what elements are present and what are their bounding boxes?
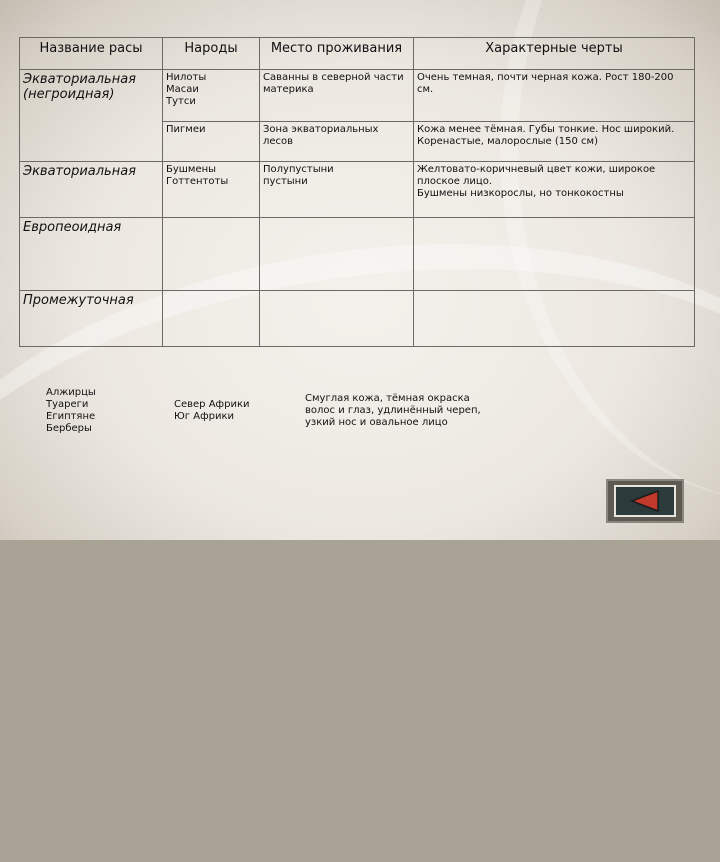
race-name: Европеоидная <box>23 220 122 235</box>
table-row <box>20 162 695 218</box>
races-table <box>19 37 695 347</box>
extra-place: Север Африки Юг Африки <box>174 399 250 422</box>
place-cell: Полупустыни пустыни <box>260 162 414 218</box>
traits-cell: Очень темная, почти черная кожа. Рост 180-200 см. <box>414 70 695 122</box>
place-cell: Саванны в северной части материка <box>260 70 414 122</box>
back-button[interactable] <box>606 479 684 523</box>
extra-traits: Смуглая кожа, тёмная окраска волос и глаз, удлинённый череп, узкий нос и овальное лицо <box>305 393 481 428</box>
peoples-cell: Бушмены Готтентоты <box>163 162 260 218</box>
table-row <box>20 70 695 122</box>
peoples-cell <box>163 218 260 291</box>
peoples-cell: Нилоты Масаи Тутси <box>163 70 260 122</box>
place-cell <box>260 291 414 347</box>
race-name: Экваториальная (негроидная) <box>23 72 137 102</box>
table-header-row <box>20 38 695 70</box>
extra-peoples: Алжирцы Туареги Египтяне Берберы <box>46 387 96 434</box>
header-traits: Характерные черты <box>414 38 695 70</box>
traits-cell: Желтовато-коричневый цвет кожи, широкое плоское лицо. Бушмены низкорослы, но тонкокостны <box>414 162 695 218</box>
traits-cell: Кожа менее тёмная. Губы тонкие. Нос широкий. Коренастые, малорослые (150 см) <box>414 122 695 162</box>
table-row <box>20 291 695 347</box>
peoples-cell: Пигмеи <box>163 122 260 162</box>
header-peoples: Народы <box>163 38 260 70</box>
back-triangle-icon <box>630 490 660 512</box>
place-cell: Зона экваториальных лесов <box>260 122 414 162</box>
race-name: Промежуточная <box>23 293 134 308</box>
table-row <box>20 218 695 291</box>
back-button-inner <box>614 485 676 517</box>
place-cell <box>260 218 414 291</box>
race-name: Экваториальная <box>23 164 137 179</box>
race-cell <box>20 162 163 218</box>
race-cell <box>20 70 163 162</box>
race-cell <box>20 291 163 347</box>
header-race: Название расы <box>20 38 163 70</box>
traits-cell <box>414 291 695 347</box>
peoples-cell <box>163 291 260 347</box>
header-place: Место проживания <box>260 38 414 70</box>
race-cell <box>20 218 163 291</box>
traits-cell <box>414 218 695 291</box>
